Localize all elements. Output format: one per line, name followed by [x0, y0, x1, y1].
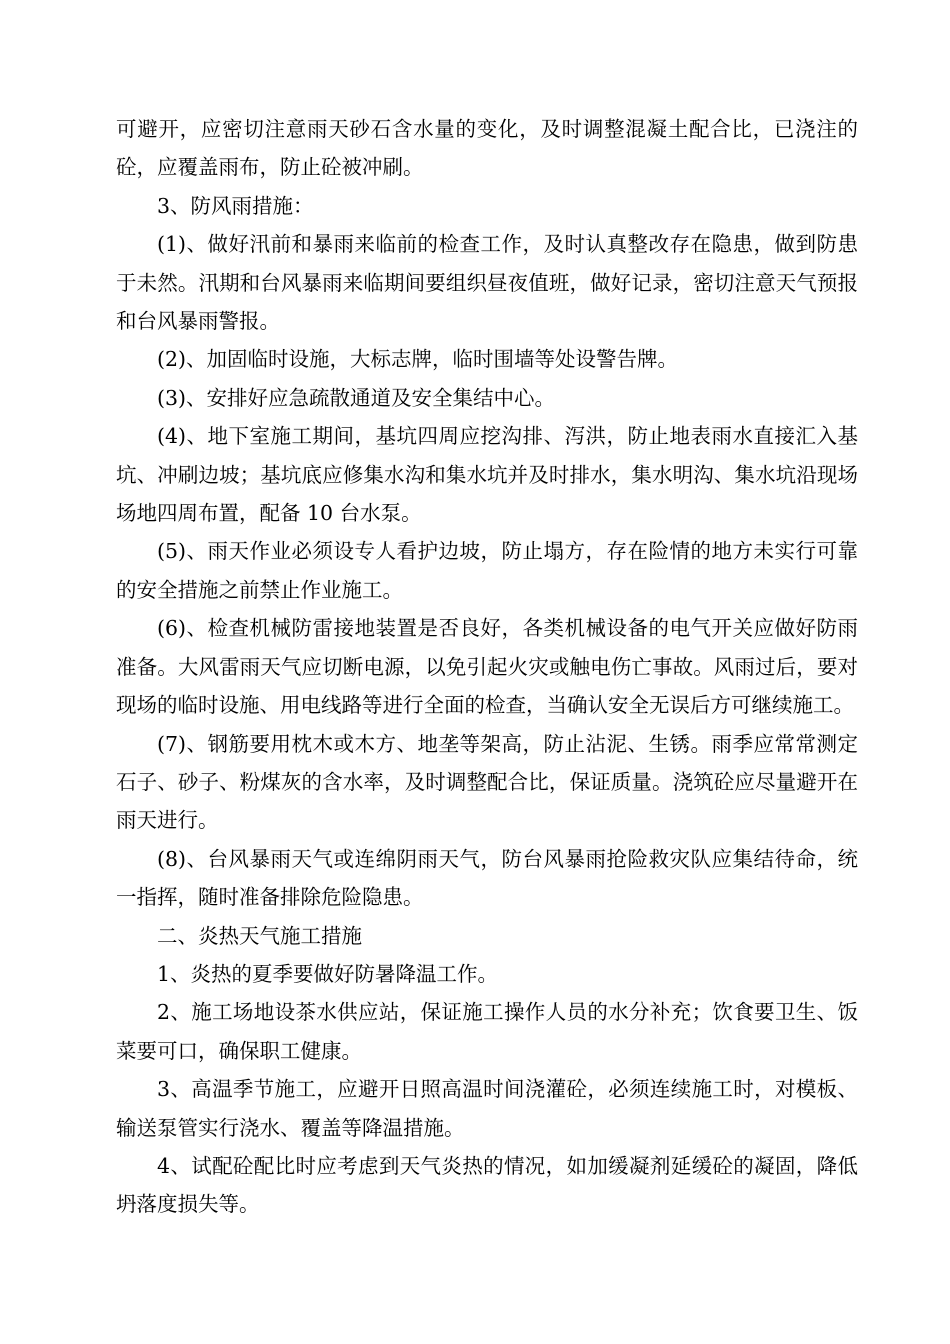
- document-body: [116, 110, 858, 1224]
- list-item-4: (4)、地下室施工期间，基坑四周应挖沟排、泻洪，防止地表雨水直接汇入基坑、冲刷边坡；基坑底应修集水沟和集水坑并及时排水，集水明沟、集水坑沿现场场地四周布置，配备 10 台水泵。: [116, 424, 858, 526]
- list-item-1: (1)、做好汛前和暴雨来临前的检查工作，及时认真整改存在隐患，做到防患于未然。汛期和台风暴雨来临期间要组织昼夜值班，做好记录，密切注意天气预报和台风暴雨警报。: [116, 232, 858, 334]
- list-item-8: (8)、台风暴雨天气或连绵阴雨天气，防台风暴雨抢险救灾队应集结待命，统一指挥，随时准备排除危险隐患。: [116, 846, 858, 910]
- list-item-7: (7)、钢筋要用枕木或木方、地垄等架高，防止沾泥、生锈。雨季应常常测定石子、砂子、粉煤灰的含水率，及时调整配合比，保证质量。浇筑砼应尽量避开在雨天进行。: [116, 731, 858, 833]
- hot-weather-item-1: 1、炎热的夏季要做好防暑降温工作。: [157, 961, 499, 986]
- hot-weather-item-3: 3、高温季节施工，应避开日照高温时间浇灌砼，必须连续施工时，对模板、输送泵管实行浇水、覆盖等降温措施。: [116, 1077, 858, 1140]
- list-item-6: (6)、检查机械防雷接地装置是否良好，各类机械设备的电气开关应做好防雨准备。大风雷雨天气应切断电源，以免引起火灾或触电伤亡事故。风雨过后，要对现场的临时设施、用电线路等进行全面的检查，当确认安全无误后方可继续施工。: [116, 616, 858, 718]
- list-item-3: (3)、安排好应急疏散通道及安全集结中心。: [157, 385, 556, 410]
- list-item-5: (5)、雨天作业必须设专人看护边坡，防止塌方，存在险情的地方未实行可靠的安全措施之前禁止作业施工。: [116, 539, 858, 602]
- section-heading-hot-weather: 二、炎热天气施工措施: [157, 923, 362, 948]
- paragraph-continuation: 可避开，应密切注意雨天砂石含水量的变化，及时调整混凝土配合比，已浇注的砼，应覆盖雨布，防止砼被冲刷。: [116, 117, 858, 180]
- hot-weather-item-4: 4、试配砼配比时应考虑到天气炎热的情况，如加缓凝剂延缓砼的凝固，降低坍落度损失等。: [116, 1153, 858, 1217]
- list-item-2: (2)、加固临时设施，大标志牌，临时围墙等处设警告牌。: [157, 347, 679, 372]
- hot-weather-item-2: 2、施工场地设茶水供应站，保证施工操作人员的水分补充；饮食要卫生、饭菜要可口，确保职工健康。: [116, 1000, 858, 1063]
- section-heading-wind-rain: 3、防风雨措施：: [157, 193, 314, 218]
